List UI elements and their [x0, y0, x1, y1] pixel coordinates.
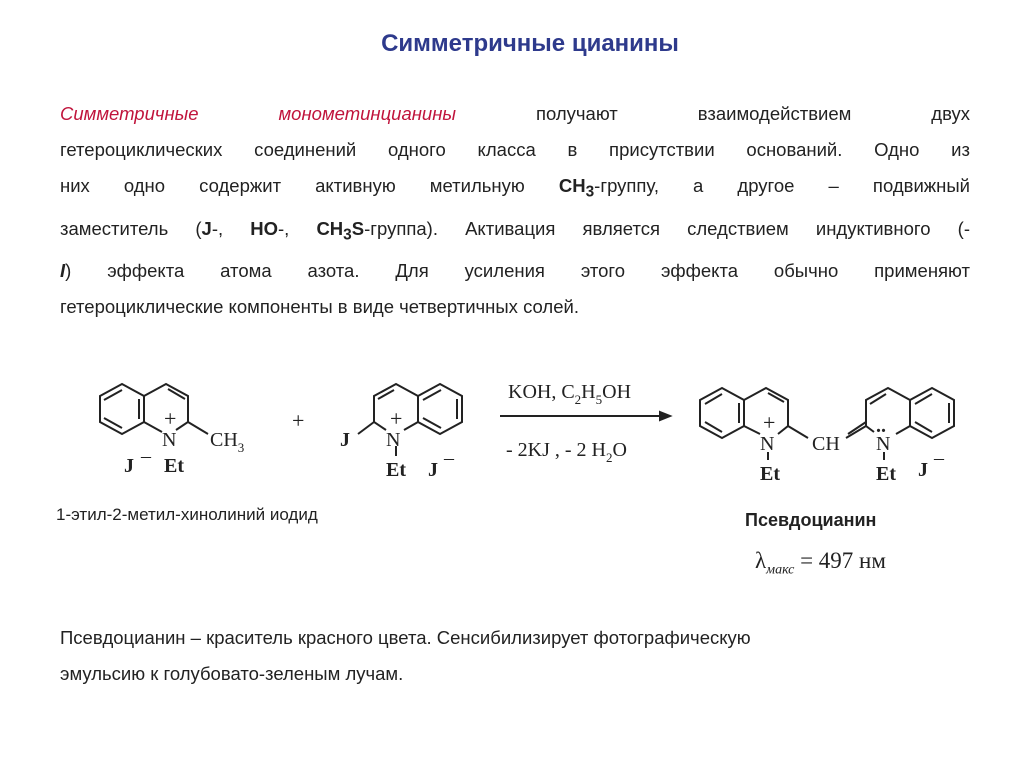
para-text: ) эффекта атома азота. Для усиления этого эффекта обычно применяют	[65, 260, 970, 282]
term-symmetric: Симметричные	[60, 103, 199, 124]
lambda-symbol: λ	[755, 548, 767, 573]
m2-minus: –	[444, 447, 454, 469]
caption-product: Псевдоцианин	[745, 510, 877, 530]
formula-sub: 3	[343, 226, 352, 244]
m2-plus: +	[390, 406, 403, 431]
conclusion-line-2: эмульсию к голубовато-зеленым лучам.	[60, 663, 404, 684]
para-line-3	[60, 168, 970, 211]
p-plus: +	[763, 410, 776, 435]
m2-et: Et	[386, 459, 406, 481]
p-et2: Et	[876, 463, 896, 485]
m1-benzo-ring	[100, 384, 144, 434]
m2-j: J	[340, 429, 350, 451]
caption-reactant: 1-этил-2-метил-хинолиний иодид	[56, 505, 318, 524]
p-minus: –	[934, 447, 944, 469]
para-line-4	[60, 211, 970, 254]
m2-j-ion: J	[428, 459, 438, 481]
m1-n: N	[162, 429, 177, 451]
para-line-2: гетероциклических соединений одного класса в присутствии оснований. Одно из	[60, 139, 970, 160]
formula-ho: HO	[250, 217, 278, 239]
formula-s: S	[351, 217, 365, 239]
p-benzo-ring-2	[910, 388, 954, 438]
conclusion-line-1: Псевдоцианин – краситель красного цвета. Сенсибилизирует фотографическую	[60, 627, 751, 648]
m1-plus: +	[164, 406, 177, 431]
m2-n: N	[386, 429, 401, 451]
conclusion-paragraph	[60, 620, 960, 692]
p-et1: Et	[760, 463, 780, 485]
p-ch: CH	[812, 433, 840, 455]
para-text: них одно содержит активную метильную	[60, 175, 559, 196]
para-text: -,	[278, 217, 317, 239]
page-title: Симметричные цианины	[381, 30, 679, 57]
para-text: -группу, а другое – подвижный	[594, 175, 971, 196]
formula-sub: 3	[585, 183, 595, 201]
m1-minus: –	[141, 445, 151, 467]
p-pyridine-ring-2	[866, 388, 910, 432]
reagent-bottom: - 2KJ , - 2 $H_2O$	[506, 439, 627, 465]
reagent-top: KOH, $C_2H_5OH$	[508, 381, 632, 407]
m1-j: J	[124, 455, 134, 477]
formula-ch3s: CH	[316, 217, 344, 239]
intro-paragraph	[60, 96, 970, 325]
formula-ch3: CH	[558, 175, 586, 196]
term-monomethine: монометинцианины	[278, 103, 457, 124]
m1-ch3: $CH_3$	[210, 429, 245, 455]
p-j: J	[918, 459, 928, 481]
lambda-max	[755, 548, 886, 579]
para-line-5	[60, 253, 970, 289]
m1-et: Et	[164, 455, 184, 477]
p-benzo-ring-1	[700, 388, 744, 438]
para-line-1	[60, 96, 970, 132]
p-lone-pair: ..	[876, 415, 886, 437]
formula-j: J	[201, 217, 212, 239]
para-text: -группа). Активация является следствием индуктивного (-	[364, 217, 970, 239]
para-line-6: гетероциклические компоненты в виде четвертичных солей.	[60, 296, 579, 318]
plus-sign: +	[292, 408, 305, 433]
formula-i: I	[60, 260, 66, 282]
p-n1: N	[760, 433, 775, 455]
lambda-value: = 497 нм	[794, 548, 886, 573]
para-text: заместитель (	[60, 217, 202, 239]
lambda-sub: макс	[766, 562, 795, 578]
para-text: -,	[211, 217, 251, 239]
para-text: получают взаимодействием двух	[535, 103, 971, 124]
p-n2: N	[876, 433, 891, 455]
